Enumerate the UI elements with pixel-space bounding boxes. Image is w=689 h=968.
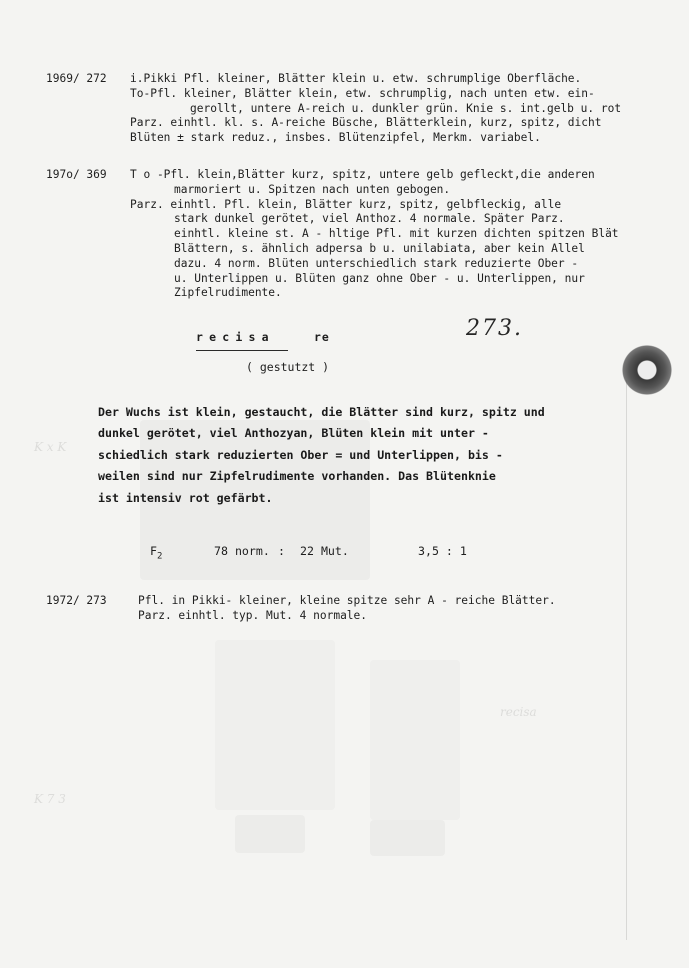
entry-line: T o -Pfl. klein,Blätter kurz, spitz, untere gelb gefleckt,die anderen: [130, 168, 595, 181]
entry-line: Pfl. in Pikki- kleiner, kleine spitze sehr A - reiche Blätter.: [138, 594, 556, 607]
entry-line: dazu. 4 norm. Blüten unterschiedlich stark reduzierte Ober -: [174, 256, 579, 270]
mutant-name-heading: [196, 330, 330, 344]
description-line: weilen sind nur Zipfelrudimente vorhanden. Das Blütenknie: [98, 469, 496, 484]
entry-number: 1972/ 273: [46, 594, 107, 607]
ghost-plant-left: [215, 640, 335, 810]
count-separator: :: [278, 544, 285, 558]
mutant-name: recisa: [196, 330, 275, 344]
entry-line: Parz. einhtl. kl. s. A-reiche Büsche, Blätterklein, kurz, spitz, dicht: [130, 116, 602, 130]
entry-text: [130, 168, 689, 301]
entry-line: To-Pfl. kleiner, Blätter klein, etw. schrumplig, nach unten etw. ein-: [130, 86, 595, 100]
ghost-pot-left: [235, 815, 305, 853]
entry-text: [130, 72, 689, 146]
ghost-scribble-3: recisa: [500, 705, 537, 719]
handwritten-number: 273.: [466, 316, 523, 341]
generation-label: [150, 544, 162, 561]
entry-line: stark dunkel gerötet, viel Anthoz. 4 normale. Später Parz.: [174, 212, 565, 226]
mutant-translation: ( gestutzt ): [246, 360, 330, 374]
generation-letter: F: [150, 544, 157, 558]
entry-number: 197o/ 369: [46, 168, 107, 181]
entry-line: Zipfelrudimente.: [174, 286, 282, 300]
mutant-abbreviation: re: [314, 330, 330, 344]
entry-line: Blättern, s. ähnlich adpersa b u. unilabiata, aber kein Allel: [174, 241, 585, 255]
heading-underline: [196, 350, 288, 351]
normal-count: 78 norm.: [214, 544, 270, 558]
ghost-pot-right: [370, 820, 445, 856]
entry-line: Parz. einhtl. typ. Mut. 4 normale.: [138, 608, 368, 622]
entry-line: marmoriert u. Spitzen nach unten gebogen.: [174, 182, 451, 196]
entry-line: Blüten ± stark reduz., insbes. Blütenzipfel, Merkm. variabel.: [130, 131, 541, 145]
segregation-ratio: 3,5 : 1: [418, 544, 467, 558]
ghost-scribble-1: K x K: [34, 440, 67, 454]
entry-line: i.Pikki Pfl. kleiner, Blätter klein u. etw. schrumplige Oberfläche.: [130, 72, 582, 85]
entry-line: Parz. einhtl. Pfl. klein, Blätter kurz, spitz, gelbfleckig, alle: [130, 197, 562, 211]
entry-number: 1969/ 272: [46, 72, 107, 85]
description-line: dunkel gerötet, viel Anthozyan, Blüten klein mit unter -: [98, 426, 489, 441]
description-line: Der Wuchs ist klein, gestaucht, die Blätter sind kurz, spitz und: [98, 405, 545, 419]
ghost-scribble-2: K 7 3: [34, 792, 66, 806]
description-line: ist intensiv rot gefärbt.: [98, 490, 273, 505]
entry-text: [138, 594, 689, 624]
generation-subscript: 2: [156, 551, 163, 562]
entry-line: u. Unterlippen u. Blüten ganz ohne Ober - u. Unterlippen, nur: [174, 271, 585, 285]
punch-hole: [622, 345, 672, 395]
description-line: schiedlich stark reduzierten Ober = und Unterlippen, bis -: [98, 447, 503, 462]
page-edge-shadow: [626, 380, 627, 940]
mutant-count: 22 Mut.: [300, 544, 349, 558]
ghost-plant-right: [370, 660, 460, 820]
description-paragraph: [98, 402, 618, 509]
entry-line: einhtl. kleine st. A - hltige Pfl. mit kurzen dichten spitzen Blät: [174, 227, 619, 241]
entry-line: gerollt, untere A-reich u. dunkler grün. Knie s. int.gelb u. rot: [190, 101, 622, 115]
